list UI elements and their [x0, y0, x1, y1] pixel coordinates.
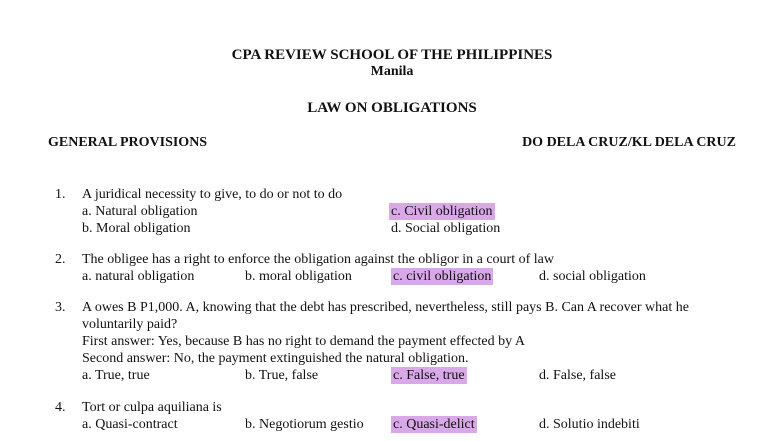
question-text: A owes B P1,000. A, knowing that the debt has prescribed, nevertheless, still pays B. Can A recover what he voluntarily paid?: [82, 300, 689, 332]
section-title: GENERAL PROVISIONS: [48, 135, 208, 150]
question-number: 2.: [55, 252, 66, 267]
option-c-highlighted: c. civil obligation: [393, 269, 492, 284]
option-d: d. Social obligation: [391, 221, 501, 236]
option-a: a. natural obligation: [82, 269, 195, 284]
option-d: d. Solutio indebiti: [539, 417, 640, 432]
option-a: a. Quasi-contract: [82, 417, 178, 432]
option-c-highlighted: c. False, true: [393, 368, 465, 383]
question-text: Tort or culpa aquiliana is: [82, 400, 222, 415]
option-b: b. True, false: [245, 368, 319, 383]
question-number: 4.: [55, 400, 66, 415]
school-name: CPA REVIEW SCHOOL OF THE PHILIPPINES: [231, 47, 553, 63]
question-number: 3.: [55, 300, 66, 315]
option-b: b. Moral obligation: [82, 221, 191, 236]
option-d: d. social obligation: [539, 269, 646, 284]
option-d: d. False, false: [539, 368, 616, 383]
option-a: a. Natural obligation: [82, 204, 198, 219]
option-a: a. True, true: [82, 368, 150, 383]
first-answer: First answer: Yes, because B has no right to demand the payment effected by A: [82, 334, 525, 349]
question-number: 1.: [55, 187, 66, 202]
option-b: b. moral obligation: [245, 269, 352, 284]
option-b: b. Negotiorum gestio: [245, 417, 364, 432]
question-text: A juridical necessity to give, to do or not to do: [82, 187, 343, 202]
option-c-highlighted: c. Civil obligation: [391, 204, 493, 219]
section-authors: DO DELA CRUZ/KL DELA CRUZ: [522, 135, 736, 150]
option-c-highlighted: c. Quasi-delict: [393, 417, 475, 432]
school-city: Manila: [370, 64, 414, 79]
second-answer: Second answer: No, the payment extinguished the natural obligation.: [82, 351, 469, 366]
question-text: The obligee has a right to enforce the obligation against the obligor in a court of law: [82, 252, 554, 267]
document-title: LAW ON OBLIGATIONS: [307, 100, 477, 116]
